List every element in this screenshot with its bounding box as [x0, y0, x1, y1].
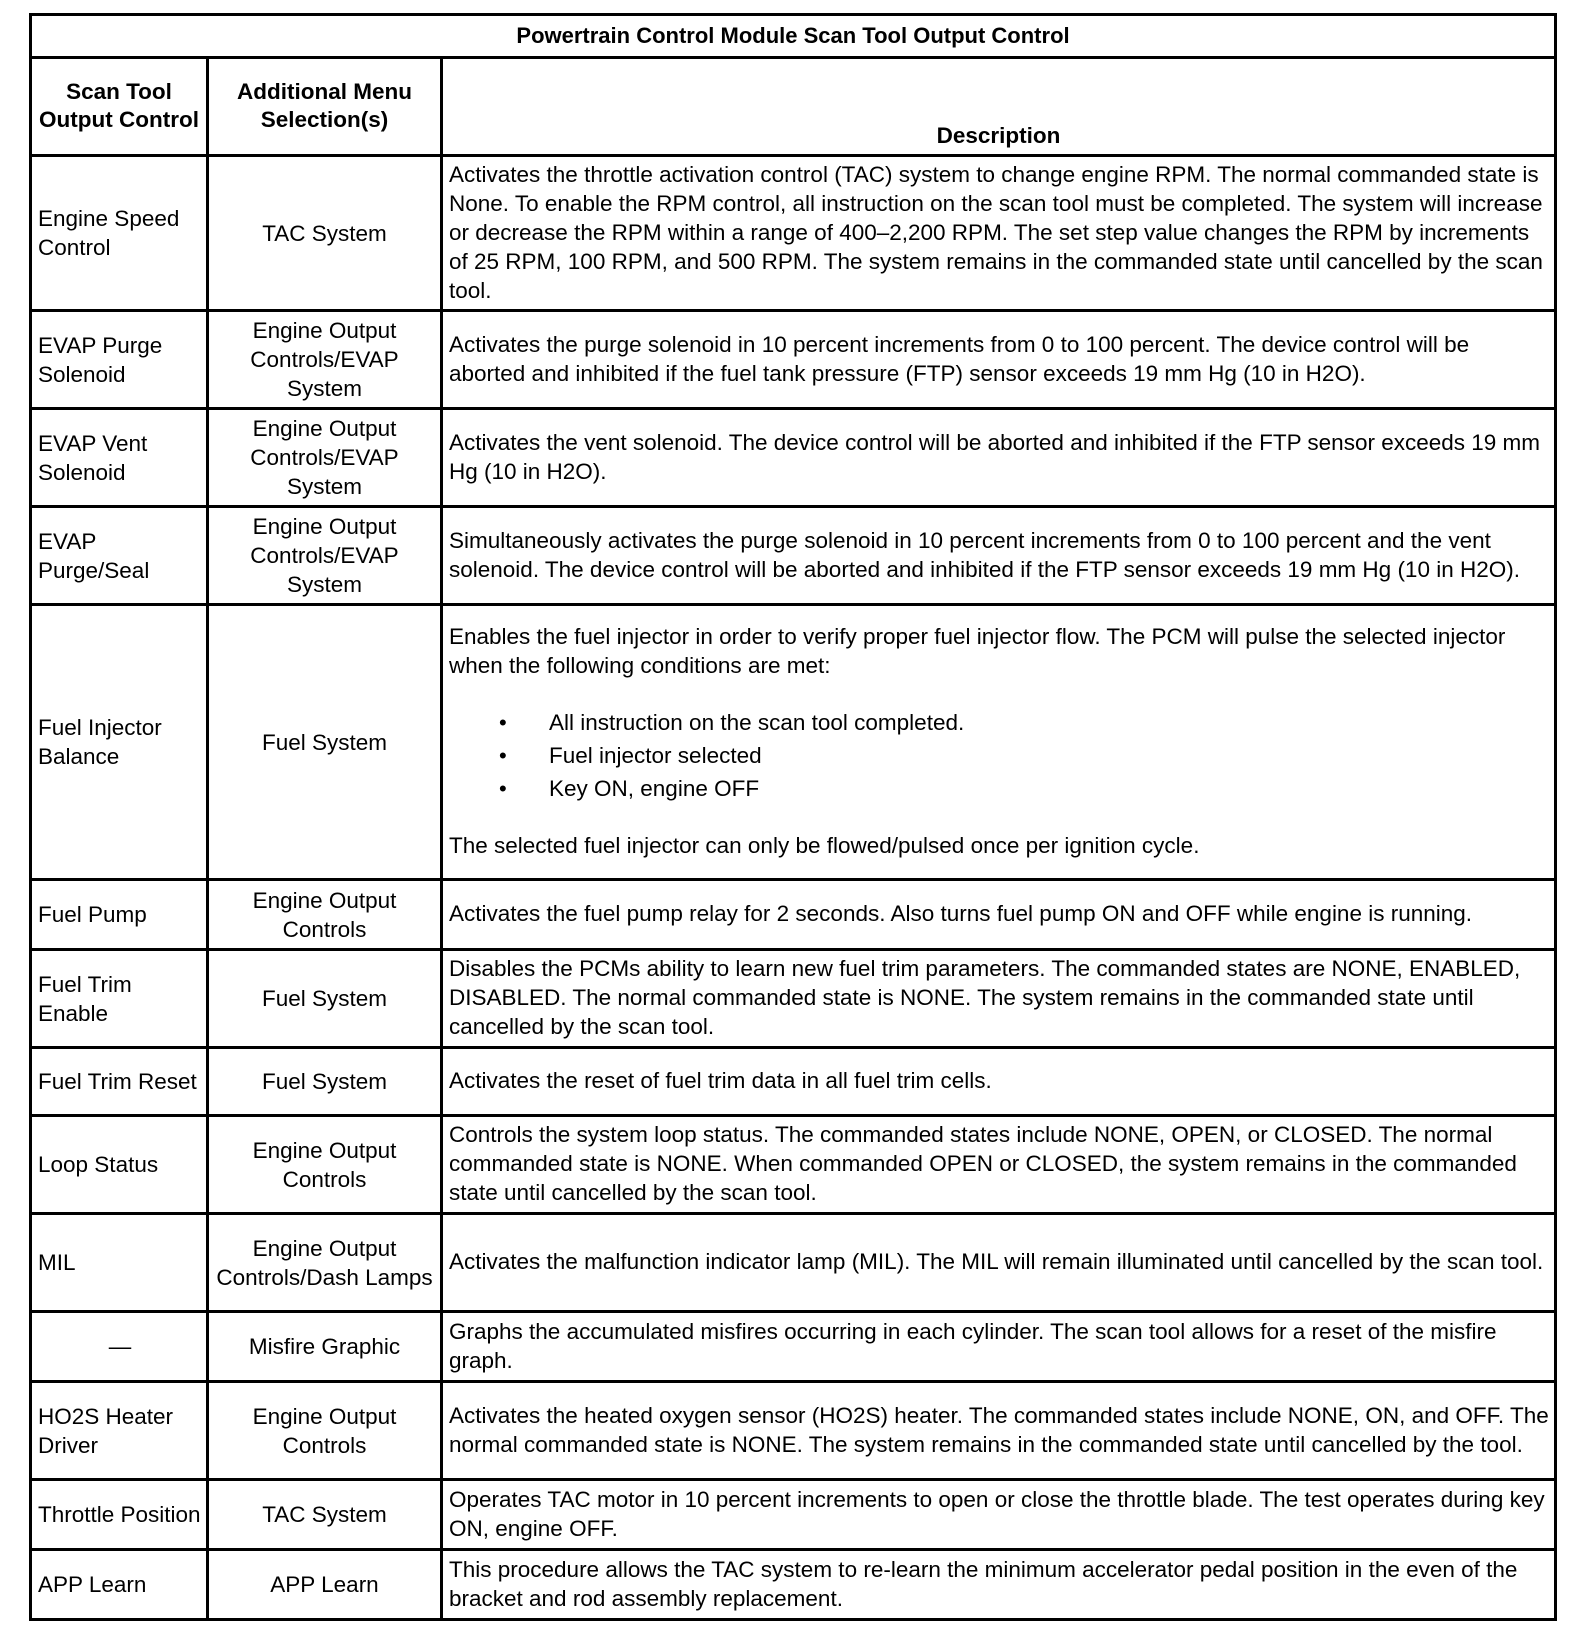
output-control-table: [29, 13, 1557, 1621]
description-cell: [442, 605, 1556, 880]
menu-cell: Engine Output Controls: [208, 1382, 442, 1480]
description-cell: Activates the reset of fuel trim data in all fuel trim cells.: [442, 1048, 1556, 1116]
table-row: [31, 1312, 1556, 1382]
table-row: [31, 311, 1556, 409]
menu-cell: Engine Output Controls: [208, 1116, 442, 1214]
list-item-text: All instruction on the scan tool completed.: [549, 710, 965, 735]
table-row: [31, 1382, 1556, 1480]
menu-cell: Engine Output Controls/EVAP System: [208, 507, 442, 605]
list-item: [499, 706, 1550, 739]
control-cell: Fuel Trim Reset: [31, 1048, 208, 1116]
bullet-icon: •: [499, 776, 507, 801]
table-row: [31, 880, 1556, 950]
menu-cell: Engine Output Controls/EVAP System: [208, 409, 442, 507]
control-cell: APP Learn: [31, 1550, 208, 1620]
table-row: [31, 1048, 1556, 1116]
control-cell: Fuel Pump: [31, 880, 208, 950]
control-cell: EVAP Purge Solenoid: [31, 311, 208, 409]
description-cell: Disables the PCMs ability to learn new fuel trim parameters. The commanded states are NONE, ENABLED, DISABLED. The normal commanded state is NONE. The system remains in the commanded state until cancelled by the scan tool.: [442, 950, 1556, 1048]
menu-cell: Fuel System: [208, 950, 442, 1048]
description-cell: Activates the fuel pump relay for 2 seconds. Also turns fuel pump ON and OFF while engine is running.: [442, 880, 1556, 950]
control-cell: Engine Speed Control: [31, 156, 208, 311]
control-cell: —: [31, 1312, 208, 1382]
table-row: [31, 605, 1556, 880]
bullet-icon: •: [499, 710, 507, 735]
bullet-icon: •: [499, 743, 507, 768]
control-cell: Loop Status: [31, 1116, 208, 1214]
table-row: [31, 1550, 1556, 1620]
list-item: [499, 772, 1550, 805]
description-cell: Controls the system loop status. The commanded states include NONE, OPEN, or CLOSED. The normal commanded state is NONE. When commanded OPEN or CLOSED, the system remains in the commanded state until cancelled by the scan tool.: [442, 1116, 1556, 1214]
description-cell: Graphs the accumulated misfires occurring in each cylinder. The scan tool allows for a reset of the misfire graph.: [442, 1312, 1556, 1382]
table-title: Powertrain Control Module Scan Tool Output Control: [31, 15, 1556, 58]
menu-cell: Engine Output Controls/Dash Lamps: [208, 1214, 442, 1312]
header-additional-menu-selections: Additional Menu Selection(s): [208, 58, 442, 156]
header-scan-tool-output-control: Scan Tool Output Control: [31, 58, 208, 156]
menu-cell: APP Learn: [208, 1550, 442, 1620]
table-row: [31, 1116, 1556, 1214]
description-cell: Activates the purge solenoid in 10 percent increments from 0 to 100 percent. The device control will be aborted and inhibited if the fuel tank pressure (FTP) sensor exceeds 19 mm Hg (10 in H2O).: [442, 311, 1556, 409]
description-cell: This procedure allows the TAC system to re-learn the minimum accelerator pedal position in the even of the bracket and rod assembly replacement.: [442, 1550, 1556, 1620]
table-title-row: [31, 15, 1556, 58]
control-cell: Throttle Position: [31, 1480, 208, 1550]
description-cell: Activates the vent solenoid. The device control will be aborted and inhibited if the FTP sensor exceeds 19 mm Hg (10 in H2O).: [442, 409, 1556, 507]
menu-cell: TAC System: [208, 1480, 442, 1550]
conditions-list: [449, 706, 1550, 805]
description-cell: Activates the malfunction indicator lamp (MIL). The MIL will remain illuminated until cancelled by the scan tool.: [442, 1214, 1556, 1312]
table-row: [31, 1214, 1556, 1312]
list-item: [499, 739, 1550, 772]
description-cell: Operates TAC motor in 10 percent increments to open or close the throttle blade. The test operates during key ON, engine OFF.: [442, 1480, 1556, 1550]
document-page: [29, 13, 1554, 1621]
menu-cell: Engine Output Controls: [208, 880, 442, 950]
control-cell: Fuel Trim Enable: [31, 950, 208, 1048]
header-description: Description: [442, 58, 1556, 156]
menu-cell: Misfire Graphic: [208, 1312, 442, 1382]
description-intro: Enables the fuel injector in order to verify proper fuel injector flow. The PCM will pulse the selected injector when the following conditions are met:: [449, 624, 1506, 678]
header-row: [31, 58, 1556, 156]
description-cell: Activates the throttle activation control (TAC) system to change engine RPM. The normal commanded state is None. To enable the RPM control, all instruction on the scan tool must be completed. The system will increase or decrease the RPM within a range of 400–2,200 RPM. The set step value changes the RPM by increments of 25 RPM, 100 RPM, and 500 RPM. The system remains in the commanded state until cancelled by the scan tool.: [442, 156, 1556, 311]
table-row: [31, 409, 1556, 507]
table-row: [31, 156, 1556, 311]
control-cell: Fuel Injector Balance: [31, 605, 208, 880]
table-row: [31, 507, 1556, 605]
description-outro: The selected fuel injector can only be flowed/pulsed once per ignition cycle.: [449, 833, 1200, 858]
list-item-text: Fuel injector selected: [549, 743, 762, 768]
description-cell: Simultaneously activates the purge solenoid in 10 percent increments from 0 to 100 percent and the vent solenoid. The device control will be aborted and inhibited if the FTP sensor exceeds 19 mm Hg (10 in H2O).: [442, 507, 1556, 605]
control-cell: EVAP Vent Solenoid: [31, 409, 208, 507]
list-item-text: Key ON, engine OFF: [549, 776, 760, 801]
menu-cell: Fuel System: [208, 1048, 442, 1116]
table-row: [31, 1480, 1556, 1550]
table-row: [31, 950, 1556, 1048]
menu-cell: TAC System: [208, 156, 442, 311]
menu-cell: Fuel System: [208, 605, 442, 880]
menu-cell: Engine Output Controls/EVAP System: [208, 311, 442, 409]
control-cell: HO2S Heater Driver: [31, 1382, 208, 1480]
control-cell: EVAP Purge/Seal: [31, 507, 208, 605]
description-cell: Activates the heated oxygen sensor (HO2S) heater. The commanded states include NONE, ON, and OFF. The normal commanded state is NONE. The system remains in the commanded state until cancelled by the tool.: [442, 1382, 1556, 1480]
control-cell: MIL: [31, 1214, 208, 1312]
